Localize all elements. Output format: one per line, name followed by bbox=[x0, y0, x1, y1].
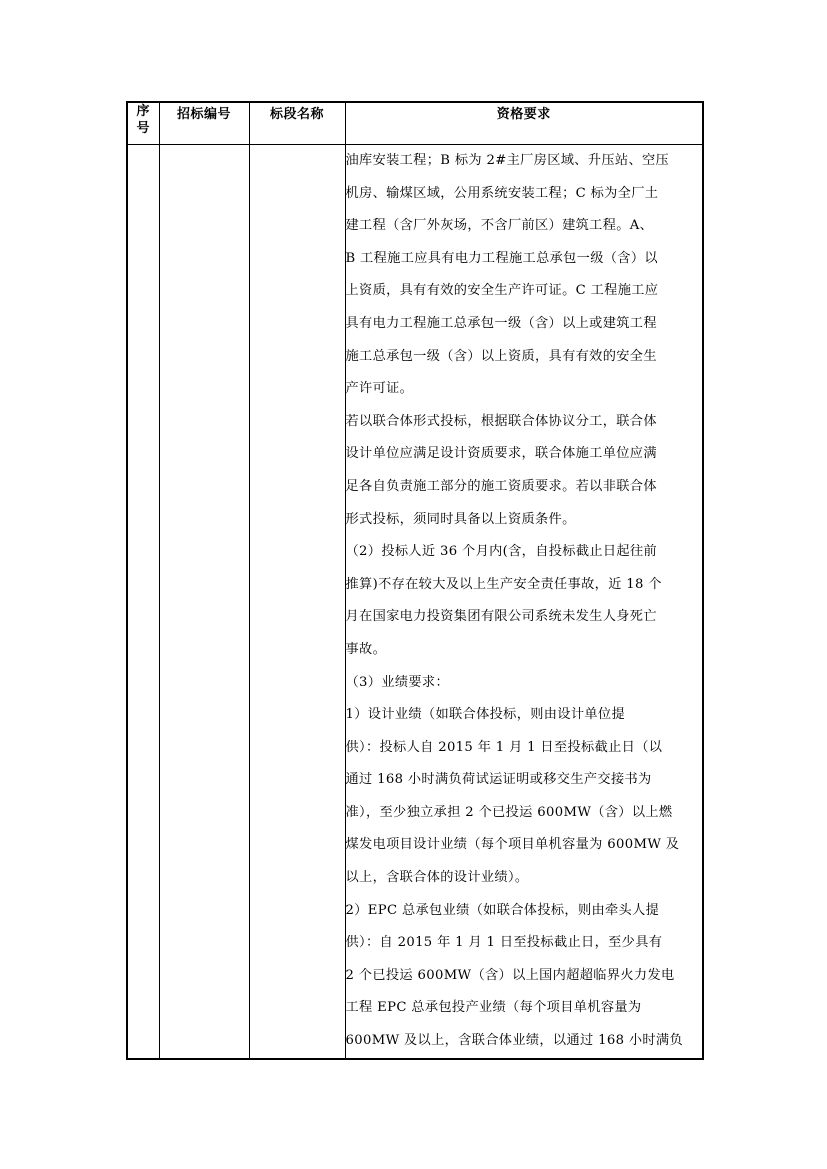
header-seq-line1: 序 bbox=[136, 104, 150, 119]
table-header-row bbox=[127, 102, 703, 145]
requirement-line: 工程 EPC 总承包投产业绩（每个项目单机容量为 bbox=[345, 1000, 642, 1016]
requirement-line: 油库安装工程；B 标为 2#主厂房区域、升压站、空压 bbox=[345, 153, 670, 168]
requirement-line: 若以联合体形式投标，根据联合体协议分工，联合体 bbox=[345, 413, 657, 429]
requirement-line: 建工程（含厂外灰场，不含厂前区）建筑工程。A、 bbox=[345, 218, 654, 234]
requirement-line: 推算)不存在较大及以上生产安全责任事故，近 18 个 bbox=[345, 576, 662, 592]
header-section-name: 标段名称 bbox=[249, 102, 345, 145]
requirement-line: 事故。 bbox=[345, 641, 387, 657]
requirement-line: 月在国家电力投资集团有限公司系统未发生人身死亡 bbox=[345, 609, 657, 625]
header-seq bbox=[127, 102, 159, 145]
table-row bbox=[127, 145, 703, 1059]
cell-qualification bbox=[345, 145, 703, 1059]
qualification-text bbox=[346, 145, 703, 1058]
cell-bid-number bbox=[159, 145, 249, 1059]
requirement-line: 设计单位应满足设计资质要求，联合体施工单位应满 bbox=[345, 446, 657, 462]
requirement-line: 600MW 及以上，含联合体业绩，以通过 168 小时满负 bbox=[345, 1033, 683, 1049]
requirement-line: 以上，含联合体的设计业绩）。 bbox=[345, 870, 529, 886]
header-qualification: 资格要求 bbox=[345, 102, 703, 145]
requirement-line: （3）业绩要求： bbox=[345, 674, 450, 690]
requirement-line: 机房、输煤区域，公用系统安装工程；C 标为全厂土 bbox=[345, 185, 659, 201]
cell-seq bbox=[127, 145, 159, 1059]
requirement-line: 2）EPC 总承包业绩（如联合体投标，则由牵头人提 bbox=[345, 902, 660, 918]
requirement-line: 通过 168 小时满负荷试运证明或移交生产交接书为 bbox=[345, 772, 652, 788]
requirement-line: 上资质，具有有效的安全生产许可证。C 工程施工应 bbox=[345, 283, 659, 299]
requirement-line: 准），至少独立承担 2 个已投运 600MW（含）以上燃 bbox=[345, 804, 673, 820]
requirement-line: 供）：投标人自 2015 年 1 月 1 日至投标截止日（以 bbox=[345, 739, 663, 755]
requirement-line: 产许可证。 bbox=[345, 381, 414, 397]
requirement-line: 1）设计业绩（如联合体投标，则由设计单位提 bbox=[345, 707, 625, 723]
requirement-line: 形式投标，须同时具备以上资质条件。 bbox=[345, 511, 576, 527]
requirement-line: 煤发电项目设计业绩（每个项目单机容量为 600MW 及 bbox=[345, 837, 680, 853]
header-bid-number: 招标编号 bbox=[159, 102, 249, 145]
requirement-line: 足各自负责施工部分的施工资质要求。若以非联合体 bbox=[345, 478, 657, 494]
requirement-line: B 工程施工应具有电力工程施工总承包一级（含）以 bbox=[345, 250, 658, 266]
requirement-line: 施工总承包一级（含）以上资质，具有有效的安全生 bbox=[345, 348, 657, 364]
cell-section-name bbox=[249, 145, 345, 1059]
requirement-line: 供）：自 2015 年 1 月 1 日至投标截止日，至少具有 bbox=[345, 935, 663, 951]
requirement-line: 2 个已投运 600MW（含）以上国内超超临界火力发电 bbox=[345, 967, 675, 983]
header-seq-line2: 号 bbox=[136, 121, 150, 136]
qualification-table bbox=[126, 101, 704, 1060]
requirement-line: 具有电力工程施工总承包一级（含）以上或建筑工程 bbox=[345, 315, 657, 331]
requirement-line: （2）投标人近 36 个月内(含，自投标截止日起往前 bbox=[345, 544, 658, 560]
